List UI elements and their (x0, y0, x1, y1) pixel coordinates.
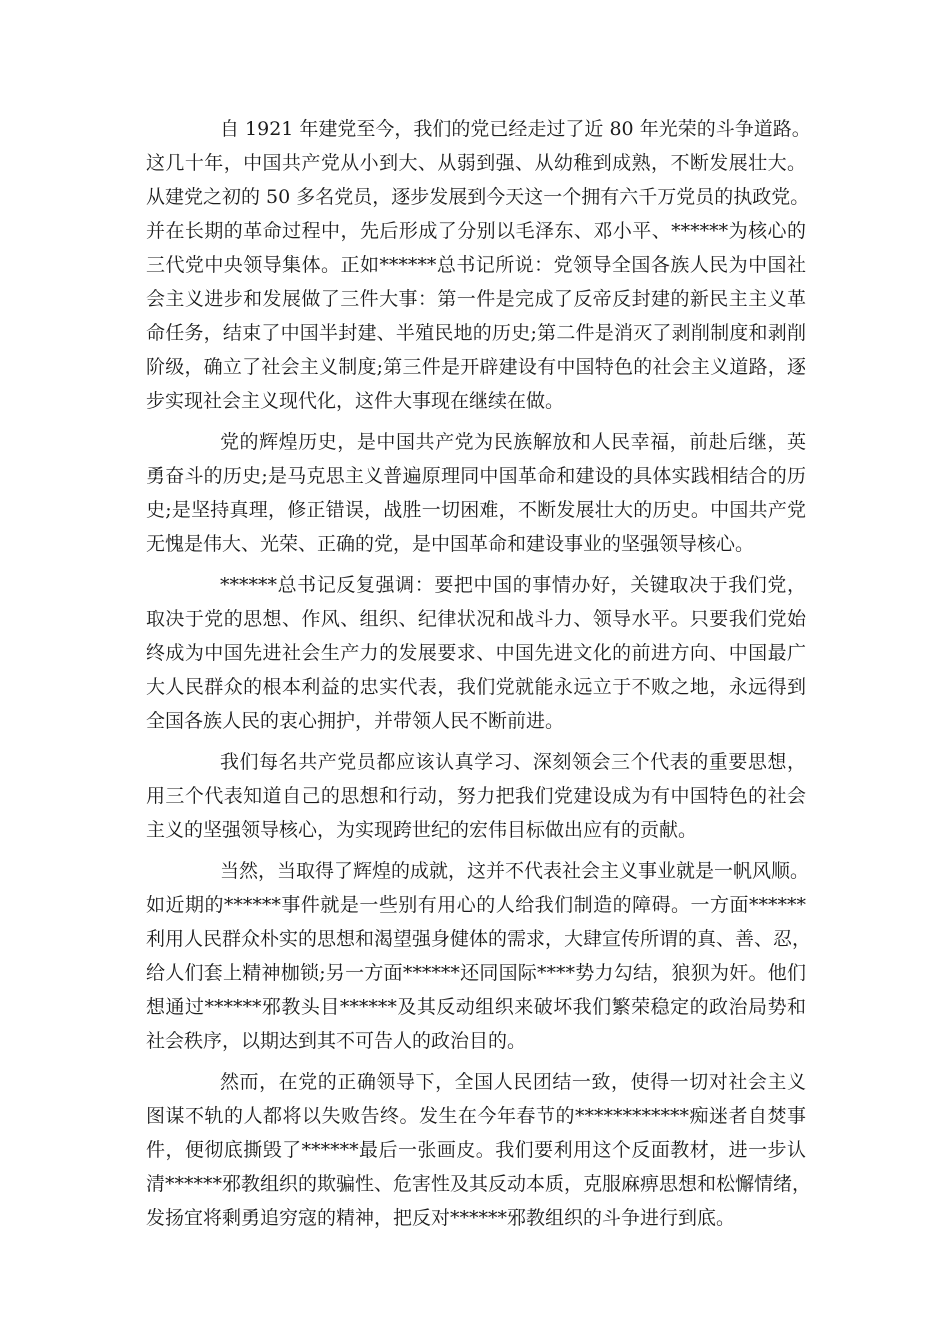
paragraph-line: 主义的坚强领导核心，为实现跨世纪的宏伟目标做出应有的贡献。 (146, 819, 698, 841)
paragraph-line: 全国各族人民的衷心拥护，并带领人民不断前进。 (146, 710, 565, 732)
paragraph-line: 利用人民群众朴实的思想和渴望强身健体的需求，大肆宣传所谓的真、善、忍， (146, 928, 812, 950)
paragraph-line: ******总书记反复强调：要把中国的事情办好，关键取决于我们党， (220, 574, 806, 596)
paragraph-line: 件，便彻底撕毁了******最后一张画皮。我们要利用这个反面教材，进一步认 (146, 1139, 806, 1161)
paragraph-line: 当然，当取得了辉煌的成就，这并不代表社会主义事业就是一帆风顺。 (220, 860, 810, 882)
paragraph-line: 发扬宜将剩勇追穷寇的精神，把反对******邪教组织的斗争进行到底。 (146, 1207, 736, 1229)
paragraph-line: 会主义进步和发展做了三件大事：第一件是完成了反帝反封建的新民主主义革 (146, 288, 806, 310)
paragraph-line: 史;是坚持真理，修正错误，战胜一切困难，不断发展壮大的历史。中国共产党 (146, 499, 806, 521)
paragraph-line: 勇奋斗的历史;是马克思主义普遍原理同中国革命和建设的具体实践相结合的历 (146, 465, 806, 487)
paragraph-line: 用三个代表知道自己的思想和行动，努力把我们党建设成为有中国特色的社会 (146, 785, 806, 807)
paragraph-line: 如近期的******事件就是一些别有用心的人给我们制造的障碍。一方面****** (146, 894, 806, 916)
paragraph-line: 并在长期的革命过程中，先后形成了分别以毛泽东、邓小平、******为核心的 (146, 220, 806, 242)
paragraph-line: 清******邪教组织的欺骗性、危害性及其反动本质，克服麻痹思想和松懈情绪， (146, 1173, 812, 1195)
paragraph-line: 自 1921 年建党至今，我们的党已经走过了近 80 年光荣的斗争道路。 (220, 118, 811, 140)
paragraph-line: 我们每名共产党员都应该认真学习、深刻领会三个代表的重要思想， (220, 751, 806, 773)
paragraph-line: 阶级，确立了社会主义制度;第三件是开辟建设有中国特色的社会主义道路，逐 (146, 356, 806, 378)
paragraph-line: 图谋不轨的人都将以失败告终。发生在今年春节的************痴迷者自焚事 (146, 1105, 806, 1127)
paragraph-line: 无愧是伟大、光荣、正确的党，是中国革命和建设事业的坚强领导核心。 (146, 533, 755, 555)
paragraph-line: 想通过******邪教头目******及其反动组织来破坏我们繁荣稳定的政治局势和 (146, 996, 806, 1018)
paragraph-line: 然而，在党的正确领导下，全国人民团结一致，使得一切对社会主义 (220, 1071, 806, 1093)
paragraph-line: 大人民群众的根本利益的忠实代表，我们党就能永远立于不败之地，永远得到 (146, 676, 806, 698)
paragraph-line: 三代党中央领导集体。正如******总书记所说：党领导全国各族人民为中国社 (146, 254, 806, 276)
paragraph-line: 命任务，结束了中国半封建、半殖民地的历史;第二件是消灭了剥削制度和剥削 (146, 322, 806, 344)
paragraph-line: 社会秩序，以期达到其不可告人的政治目的。 (146, 1030, 527, 1052)
paragraph-line: 取决于党的思想、作风、组织、纪律状况和战斗力、领导水平。只要我们党始 (146, 608, 806, 630)
paragraph-line: 给人们套上精神枷锁;另一方面******还同国际****势力勾结，狼狈为奸。他们 (146, 962, 806, 984)
paragraph-line: 终成为中国先进社会生产力的发展要求、中国先进文化的前进方向、中国最广 (146, 642, 806, 664)
paragraph-line: 这几十年，中国共产党从小到大、从弱到强、从幼稚到成熟，不断发展壮大。 (146, 152, 806, 174)
paragraph-line: 从建党之初的 50 多名党员，逐步发展到今天这一个拥有六千万党员的执政党。 (146, 186, 810, 208)
paragraph-line: 步实现社会主义现代化，这件大事现在继续在做。 (146, 390, 565, 412)
paragraph-line: 党的辉煌历史，是中国共产党为民族解放和人民幸福，前赴后继，英 (220, 431, 806, 453)
